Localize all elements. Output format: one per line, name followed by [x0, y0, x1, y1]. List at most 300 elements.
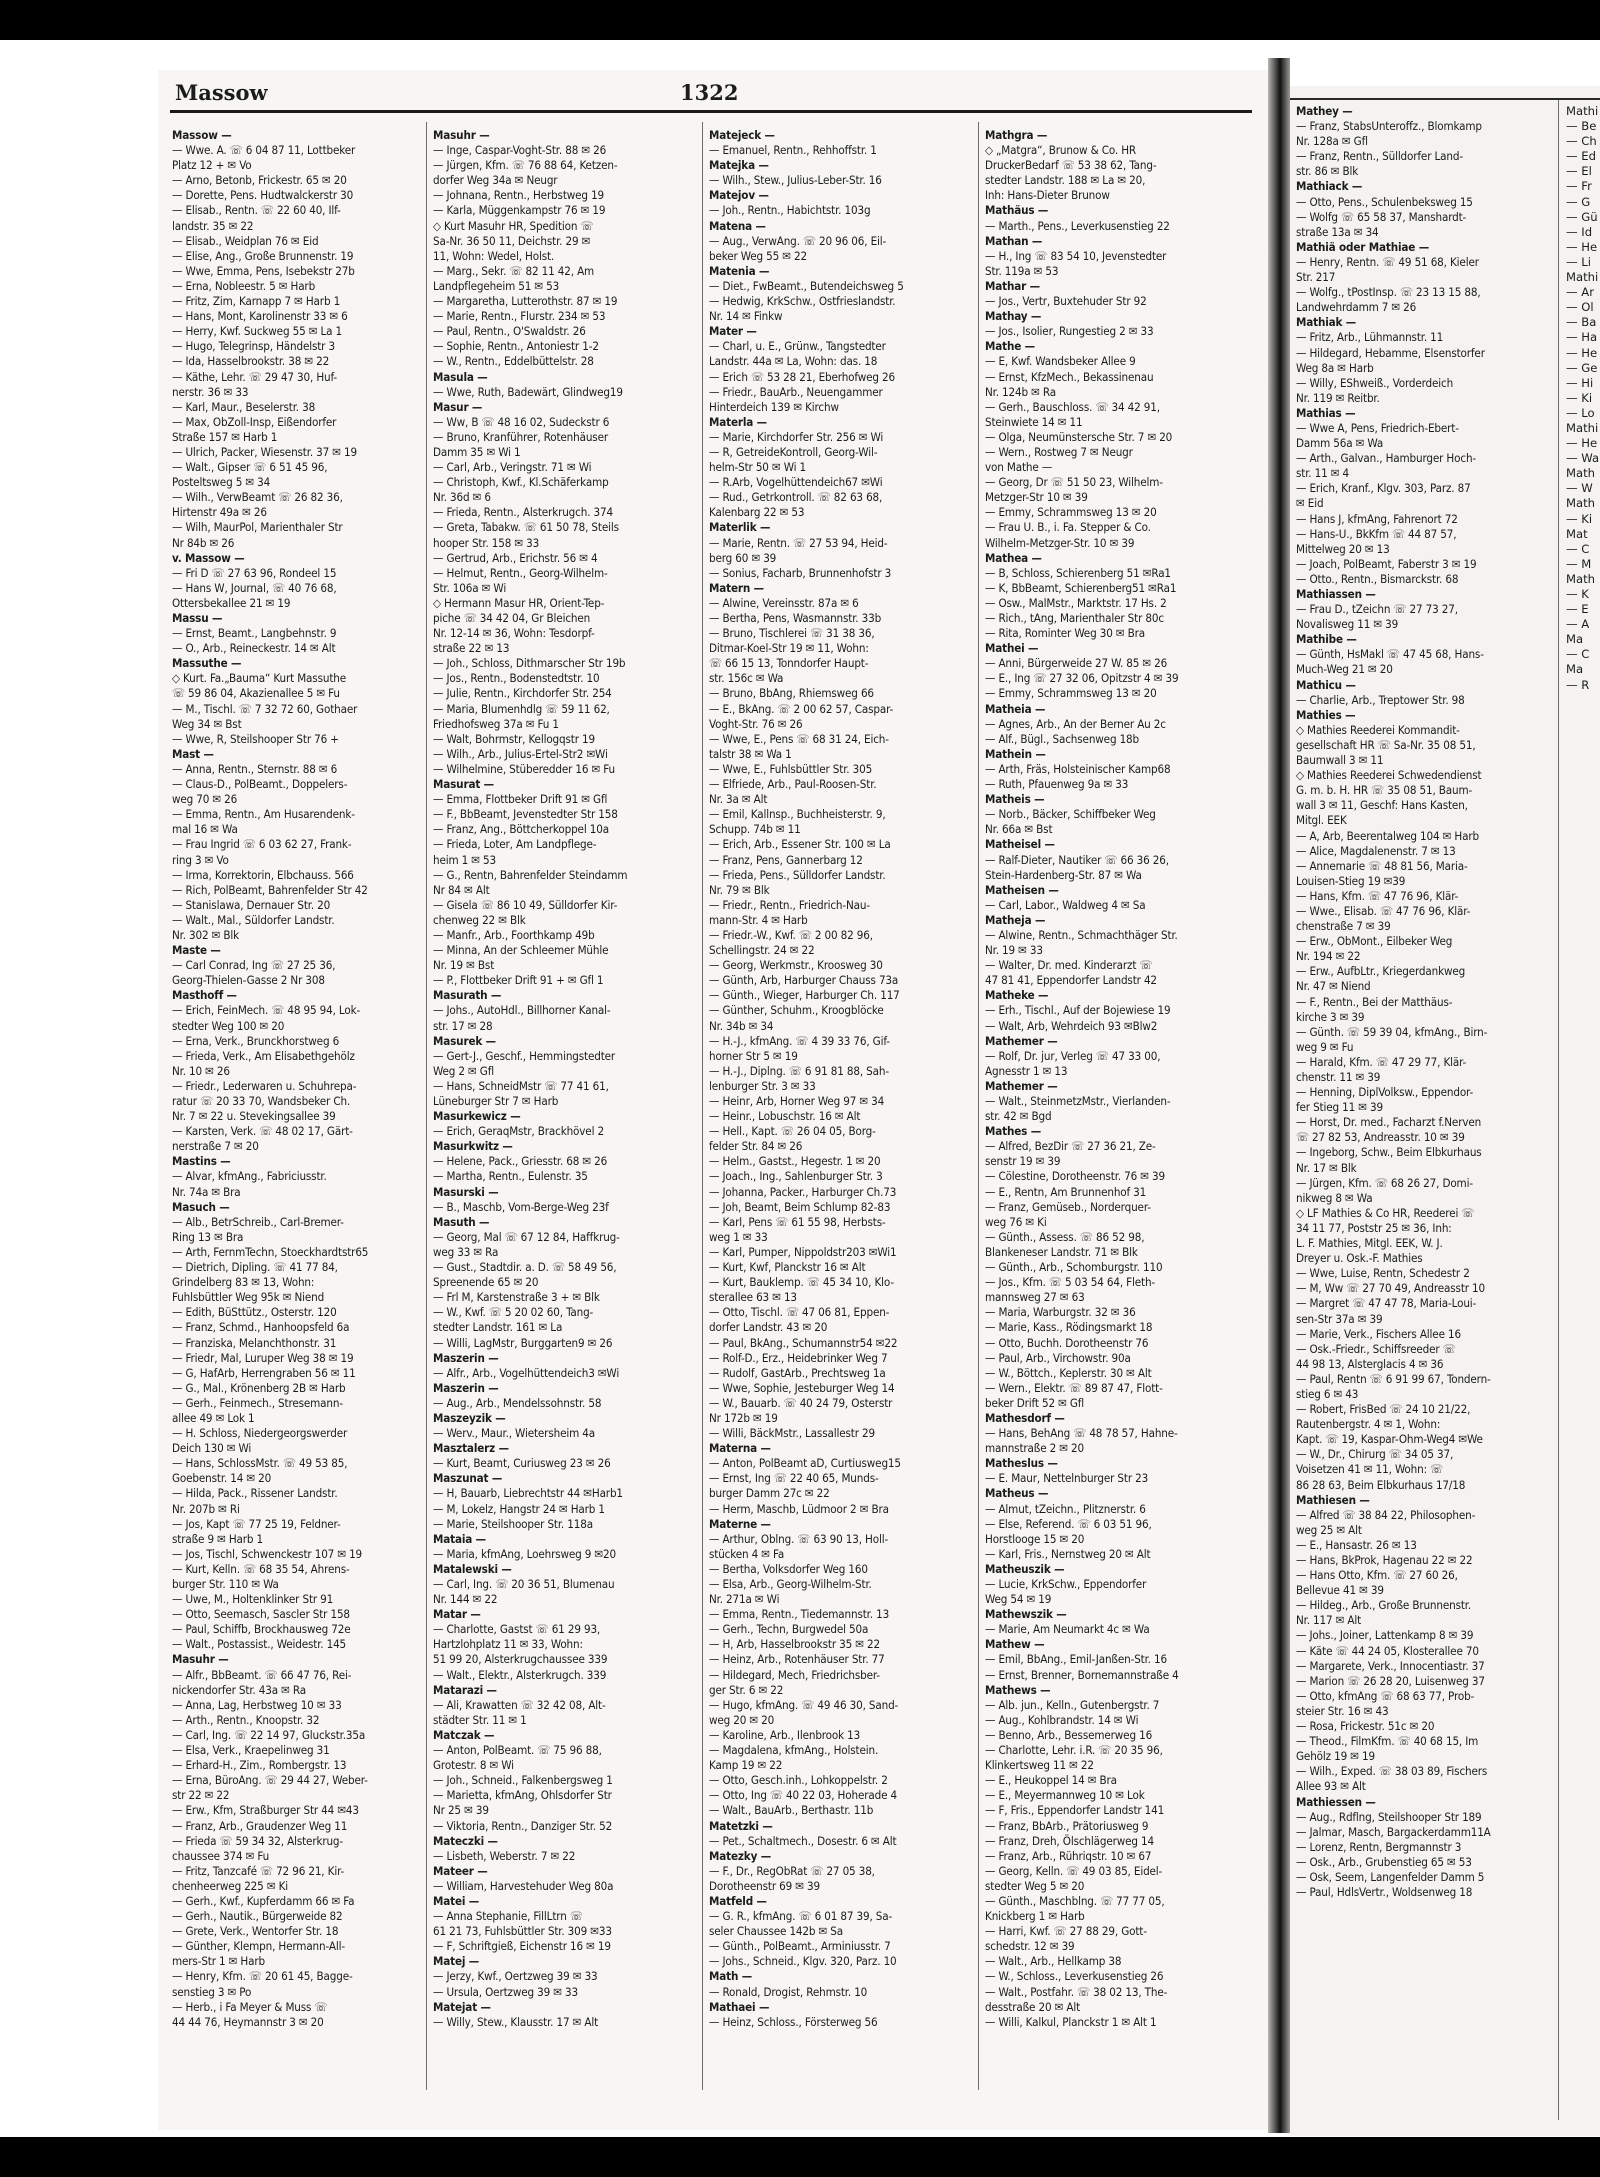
directory-entry-line: — Erich ☏ 53 28 21, Eberhofweg 26: [709, 369, 895, 384]
directory-entry-line: Posteltsweg 5 ✉ 34: [172, 475, 271, 490]
directory-entry-line: schedstr. 12 ✉ 39: [985, 1939, 1075, 1954]
directory-entry-line: — Erich, Kranf., Klgv. 303, Parz. 87: [1296, 481, 1471, 496]
directory-entry-line: — Gerh., Nautik., Bürgerweide 82: [172, 1909, 343, 1924]
directory-entry-line: — Ingeborg, Schw., Beim Elbkurhaus: [1296, 1145, 1482, 1160]
directory-entry-line: Fuhlsbüttler Weg 95k ✉ Niend: [172, 1290, 325, 1305]
directory-entry-line: — Hildeg., Arb., Große Brunnenstr.: [1296, 1598, 1472, 1613]
directory-entry-line: — Carl Conrad, Ing ☏ 27 25 36,: [172, 958, 336, 973]
directory-entry-line: Metzger-Str 10 ✉ 39: [985, 490, 1088, 505]
directory-entry-line: — Jos., Rentn., Bodenstedtstr. 10: [433, 671, 600, 686]
directory-entry-line: — Aug., Kohlbrandstr. 14 ✉ Wi: [985, 1712, 1139, 1727]
directory-entry-line: — Rolf-D., Erz., Heidebrinker Weg 7: [709, 1350, 888, 1365]
directory-entry-line: — Gerh., Feinmech., Stresemann-: [172, 1395, 343, 1410]
directory-entry-line: chenheerweg 225 ✉ Ki: [172, 1878, 289, 1893]
directory-entry-line: Nr. 302 ✉ Blk: [172, 927, 240, 942]
directory-entry-line: Nr 84b ✉ 26: [172, 535, 235, 550]
directory-entry-line: weg 1 ✉ 33: [709, 1229, 768, 1244]
directory-entry-line: — R, GetreideKontroll, Georg-Wil-: [709, 444, 878, 459]
directory-entry-line: — Arth., Galvan., Hamburger Hoch-: [1296, 451, 1477, 466]
directory-entry-line: — Heinz, Arb., Rotenhäuser Str. 77: [709, 1652, 885, 1667]
directory-entry-line: lenburger Str. 3 ✉ 33: [709, 1078, 816, 1093]
directory-entry-line: Nr 25 ✉ 39: [433, 1803, 489, 1818]
directory-entry-line: Matheja —: [985, 912, 1046, 927]
directory-entry-line: Mathesdorf —: [985, 1410, 1065, 1425]
directory-entry-line: — Charlotte, Lehr. i.R. ☏ 20 35 96,: [985, 1743, 1163, 1758]
directory-entry-line: Mataia —: [433, 1531, 486, 1546]
directory-entry-line: Schupp. 74b ✉ 11: [709, 822, 801, 837]
directory-entry-line: Mathein —: [985, 746, 1046, 761]
directory-entry-line: — Ki: [1566, 390, 1593, 405]
directory-entry-line: — G, HafArb, Herrengraben 56 ✉ 11: [172, 1365, 356, 1380]
directory-entry-line: — Li: [1566, 254, 1591, 269]
directory-entry-line: — Hans, BkProk, Hagenau 22 ✉ 22: [1296, 1553, 1473, 1567]
directory-entry-line: nerstraße 7 ✉ 20: [172, 1139, 259, 1154]
directory-entry-line: Mat: [1566, 526, 1588, 541]
directory-entry-line: — Erich, FeinMech. ☏ 48 95 94, Lok-: [172, 1003, 361, 1018]
directory-entry-line: wall 3 ✉ 11, Geschf: Hans Kasten,: [1296, 798, 1468, 813]
directory-entry-line: — Henning, DiplVolksw., Eppendor-: [1296, 1085, 1474, 1100]
column-divider: [978, 122, 979, 2090]
directory-entry-line: 44 98 13, Alsterglacis 4 ✉ 36: [1296, 1356, 1444, 1371]
directory-entry-line: — E., Meyermannweg 10 ✉ Lok: [985, 1788, 1145, 1803]
directory-entry-line: Ma: [1566, 662, 1584, 677]
directory-entry-line: heim 1 ✉ 53: [433, 852, 497, 867]
directory-entry-line: — Charlie, Arb., Treptower Str. 98: [1296, 692, 1465, 707]
directory-entry-line: Ring 13 ✉ Bra: [172, 1229, 244, 1244]
directory-entry-line: Masthoff —: [172, 988, 237, 1003]
directory-entry-line: — Wilh., Stew., Julius-Leber-Str. 16: [709, 173, 882, 188]
directory-entry-line: Wilhelm-Metzger-Str. 10 ✉ 39: [985, 535, 1135, 550]
directory-entry-line: Nr. 194 ✉ 22: [1296, 949, 1361, 964]
directory-entry-line: ring 3 ✉ Vo: [172, 852, 229, 867]
directory-entry-line: chenstr. 11 ✉ 39: [1296, 1070, 1381, 1084]
directory-entry-line: — Emma, Flottbeker Drift 91 ✉ Gfl: [433, 792, 608, 807]
directory-entry-line: — Friedr., Lederwaren u. Schuhrepa-: [172, 1078, 357, 1093]
directory-entry-line: — H. Schloss, Niedergeorgswerder: [172, 1426, 348, 1441]
directory-entry-line: Much-Weg 21 ✉ 20: [1296, 662, 1393, 677]
directory-entry-line: — Hell., Kapt. ☏ 26 04 05, Borg-: [709, 1124, 876, 1139]
directory-entry-line: — Frieda, Verk., Am Elisabethgehölz: [172, 1048, 355, 1063]
directory-entry-line: — Johnana, Rentn., Herbstweg 19: [433, 188, 605, 203]
directory-entry-line: Weg 54 ✉ 19: [985, 1592, 1052, 1607]
directory-entry-line: — Lisbeth, Weberstr. 7 ✉ 22: [433, 1848, 576, 1863]
directory-entry-line: horner Str 5 ✉ 19: [709, 1048, 798, 1063]
directory-entry-line: fer Stieg 11 ✉ 39: [1296, 1100, 1384, 1115]
directory-entry-line: — Anna, Lag, Herbstweg 10 ✉ 33: [172, 1697, 342, 1712]
directory-entry-line: Mathei —: [985, 641, 1039, 656]
directory-entry-line: — Alwine, Rentn., Schmachthäger Str.: [985, 927, 1178, 942]
directory-entry-line: — Ida, Hasselbrookstr. 38 ✉ 22: [172, 354, 330, 369]
directory-entry-line: — Joh., Schloss, Dithmarscher Str 19b: [433, 656, 626, 671]
directory-entry-line: — Wilh., VerwBeamt ☏ 26 82 36,: [172, 490, 343, 505]
directory-entry-line: — Emma, Rentn., Am Husarendenk-: [172, 807, 355, 822]
directory-entry-line: chenweg 22 ✉ Blk: [433, 912, 526, 927]
directory-entry-line: Matej —: [433, 1954, 480, 1969]
directory-entry-line: — Käthe, Lehr. ☏ 29 47 30, Huf-: [172, 369, 338, 384]
directory-entry-line: — Irma, Korrektorin, Elbchauss. 566: [172, 867, 354, 882]
directory-entry-line: Mathiesen —: [1296, 1492, 1370, 1507]
directory-entry-line: Massu —: [172, 611, 223, 625]
directory-entry-line: Mateer —: [433, 1863, 488, 1878]
directory-entry-line: — Hugo, kfmAng. ☏ 49 46 30, Sand-: [709, 1697, 899, 1712]
directory-entry-line: Masurkewicz —: [433, 1109, 521, 1124]
directory-entry-line: Platz 12 + ✉ Vo: [172, 158, 252, 173]
directory-entry-line: — Karl, Maur., Beselerstr. 38: [172, 399, 316, 414]
directory-entry-line: Matczak —: [433, 1727, 495, 1742]
directory-entry-line: — Otto, Pens., Schulenbeksweg 15: [1296, 194, 1473, 209]
directory-entry-line: Kapt. ☏ 19, Kaspar-Ohm-Weg4 ✉We: [1296, 1432, 1483, 1447]
directory-entry-line: — Frau Ingrid ☏ 6 03 62 27, Frank-: [172, 837, 352, 852]
directory-entry-line: — O., Arb., Reineckestr. 14 ✉ Alt: [172, 641, 336, 656]
directory-entry-line: — Otto, Buchh. Dorotheenstr 76: [985, 1335, 1149, 1350]
directory-entry-line: DruckerBedarf ☏ 53 38 62, Tang-: [985, 158, 1157, 173]
directory-entry-line: — Horst, Dr. med., Facharzt f.Nerven: [1296, 1115, 1482, 1130]
directory-entry-line: — He: [1566, 436, 1598, 451]
directory-entry-line: — Viktoria, Rentn., Danziger Str. 52: [433, 1818, 613, 1833]
scan-border-top: [0, 0, 1600, 40]
directory-entry-line: — Franz, Ang., Böttcherkoppel 10a: [433, 822, 609, 837]
directory-entry-line: — M, Lokelz, Hangstr 24 ✉ Harb 1: [433, 1501, 605, 1516]
directory-entry-line: Materna —: [709, 1441, 771, 1456]
directory-entry-line: — Jos., Kfm. ☏ 5 03 54 64, Fleth-: [985, 1275, 1156, 1290]
directory-entry-line: — Alfred, BezDir ☏ 27 36 21, Ze-: [985, 1139, 1156, 1154]
directory-entry-line: — Frieda ☏ 59 34 32, Alsterkrug-: [172, 1833, 344, 1848]
directory-entry-line: — Erh., Tischl., Auf der Bojewiese 19: [985, 1003, 1171, 1018]
directory-entry-line: Maszerin —: [433, 1350, 499, 1365]
scan-border-bottom: [0, 2137, 1600, 2177]
directory-entry-line: — Ruth, Pfauenweg 9a ✉ 33: [985, 777, 1129, 792]
directory-entry-line: — Günth., PolBeamt., Arminiusstr. 7: [709, 1939, 891, 1954]
directory-entry-line: — Bruno, Tischlerei ☏ 31 38 36,: [709, 626, 875, 641]
directory-entry-line: — Ba: [1566, 315, 1597, 330]
directory-entry-line: — Herm, Maschb, Lüdmoor 2 ✉ Bra: [709, 1501, 889, 1516]
directory-entry-line: Matalewski —: [433, 1561, 512, 1576]
directory-entry-line: Matejat —: [433, 1999, 491, 2014]
directory-entry-line: — Joh, Beamt, Beim Schlump 82-83: [709, 1199, 891, 1214]
directory-entry-line: — Käte ☏ 44 24 05, Klosterallee 70: [1296, 1643, 1479, 1658]
directory-entry-line: Inh: Hans-Dieter Brunow: [985, 188, 1110, 203]
directory-entry-line: straße 9 ✉ Harb 1: [172, 1531, 264, 1546]
column-divider: [702, 122, 703, 2090]
directory-entry-line: Matar —: [433, 1607, 481, 1622]
directory-entry-line: Nr 172b ✉ 19: [709, 1410, 778, 1425]
directory-entry-line: Blankeneser Landstr. 71 ✉ Blk: [985, 1244, 1138, 1259]
directory-entry-line: — Erna, Nobleestr. 5 ✉ Harb: [172, 278, 316, 293]
directory-entry-line: — Maria, Blumenhdlg ☏ 59 11 62,: [433, 701, 610, 716]
directory-entry-line: — Ernst, Ing ☏ 22 40 65, Munds-: [709, 1471, 879, 1486]
directory-entry-line: — Marie, Verk., Fischers Allee 16: [1296, 1326, 1461, 1341]
directory-entry-line: Nr. 19 ✉ Bst: [433, 958, 495, 973]
directory-entry-line: Damm 56a ✉ Wa: [1296, 436, 1384, 451]
directory-entry-line: — Paul, Rentn., O'Swaldstr. 26: [433, 324, 586, 339]
directory-entry-line: — Theod., FilmKfm. ☏ 40 68 15, Im: [1296, 1734, 1479, 1749]
directory-entry-line: — Alb. jun., Kelln., Gutenbergstr. 7: [985, 1697, 1160, 1712]
directory-entry-line: Matheke —: [985, 988, 1049, 1003]
directory-entry-line: — Rud., Getrkontroll. ☏ 82 63 68,: [709, 490, 883, 505]
directory-entry-line: — Franz, Rentn., Sülldorfer Land-: [1296, 149, 1463, 164]
directory-entry-line: — Kurt, Bauklemp. ☏ 45 34 10, Klo-: [709, 1275, 894, 1290]
directory-entry-line: — Joach., Ing., Sahlenburger Str. 3: [709, 1169, 883, 1184]
directory-entry-line: ◇ Kurt. Fa.„Bauma“ Kurt Massuthe: [172, 671, 347, 686]
directory-entry-line: chenstraße 7 ✉ 39: [1296, 919, 1391, 934]
directory-entry-line: — Grete, Verk., Wentorfer Str. 18: [172, 1924, 339, 1939]
directory-entry-line: — Emmy, Schrammsweg 13 ✉ 20: [985, 505, 1157, 520]
directory-entry-line: — Erna, BüroAng. ☏ 29 44 27, Weber-: [172, 1773, 368, 1788]
directory-entry-line: Mater —: [709, 324, 757, 339]
directory-entry-line: Massow —: [172, 128, 232, 142]
directory-entry-line: Mathiassen —: [1296, 587, 1376, 601]
directory-entry-line: — Julie, Rentn., Kirchdorfer Str. 254: [433, 686, 612, 701]
directory-entry-line: helm-Str 50 ✉ Wi 1: [709, 460, 807, 475]
directory-entry-line: — Hans, Kfm. ☏ 47 76 96, Klär-: [1296, 888, 1459, 903]
directory-entry-line: Matei —: [433, 1893, 480, 1908]
directory-entry-line: — A, Arb, Beerentalweg 104 ✉ Harb: [1296, 828, 1479, 843]
directory-entry-line: — Erw., ObMont., Eilbeker Weg: [1296, 934, 1453, 949]
directory-entry-line: Mathiack —: [1296, 179, 1363, 194]
directory-entry-line: beker Weg 55 ✉ 22: [709, 248, 808, 263]
directory-entry-line: — Wwe, Emma, Pens, Isebekstr 27b: [172, 263, 355, 278]
directory-entry-line: weg 25 ✉ Alt: [1296, 1522, 1362, 1537]
directory-entry-line: — Rosa, Frickestr. 51c ✉ 20: [1296, 1719, 1435, 1734]
directory-entry-line: — Walt, Arb, Wehrdeich 93 ✉Blw2: [985, 1018, 1158, 1033]
directory-entry-line: — Max, ObZoll-Insp, Eißendorfer: [172, 414, 337, 429]
directory-entry-line: Mathi: [1566, 420, 1599, 435]
directory-entry-line: senstr 19 ✉ 39: [985, 1154, 1061, 1169]
directory-entry-line: — Dorette, Pens. Hudtwalckerstr 30: [172, 188, 354, 203]
directory-entry-line: Mathar —: [985, 278, 1040, 293]
directory-entry-line: Nr. 117 ✉ Alt: [1296, 1613, 1362, 1628]
directory-entry-line: — Friedr., Rentn., Friedrich-Nau-: [709, 897, 870, 912]
directory-entry-line: Math: [1566, 496, 1596, 511]
directory-entry-line: — Wwe, Sophie, Jesteburger Weg 14: [709, 1380, 895, 1395]
directory-entry-line: mers-Str 1 ✉ Harb: [172, 1954, 265, 1969]
directory-entry-line: — Uwe, M., Holtenklinker Str 91: [172, 1592, 334, 1607]
directory-entry-line: — E., BkAng. ☏ 2 00 62 57, Caspar-: [709, 701, 894, 716]
directory-entry-line: — Georg, Dr ☏ 51 50 23, Wilhelm-: [985, 475, 1163, 490]
directory-entry-line: — H., Ing ☏ 83 54 10, Jevenstedter: [985, 248, 1167, 263]
directory-entry-line: Masurath —: [433, 988, 502, 1003]
directory-entry-line: weg 20 ✉ 20: [709, 1712, 775, 1727]
directory-entry-line: — Harri, Kwf. ☏ 27 88 29, Gott-: [985, 1924, 1147, 1939]
directory-entry-line: kirche 3 ✉ 39: [1296, 1009, 1365, 1024]
directory-entry-line: — G., Mal., Krönenberg 2B ✉ Harb: [172, 1380, 346, 1395]
directory-entry-line: — Gerh., Bauschloss. ☏ 34 42 91,: [985, 399, 1160, 414]
directory-entry-line: — Emanuel, Rentn., Rehhoffstr. 1: [709, 143, 877, 158]
directory-entry-line: ger Str. 6 ✉ 22: [709, 1682, 784, 1697]
directory-entry-line: — H.-J., Diplng. ☏ 6 91 81 88, Sah-: [709, 1063, 889, 1078]
directory-entry-line: — E., Rentn, Am Brunnenhof 31: [985, 1184, 1147, 1199]
directory-entry-line: — Gisela ☏ 86 10 49, Sülldorfer Kir-: [433, 897, 618, 912]
directory-column-2: [433, 128, 685, 2090]
directory-entry-line: Mathgra —: [985, 128, 1048, 142]
directory-entry-line: — Ed: [1566, 149, 1596, 164]
directory-entry-line: Mathibe —: [1296, 632, 1357, 647]
directory-entry-line: — Emil, Kallnsp., Buchheisterstr. 9,: [709, 807, 886, 822]
directory-entry-line: Nr. 3a ✉ Alt: [709, 792, 768, 807]
directory-entry-line: Massuthe —: [172, 656, 242, 671]
directory-entry-line: — Hedwig, KrkSchw., Ostfrieslandstr.: [709, 294, 896, 309]
directory-entry-line: — Rolf, Dr. jur, Verleg ☏ 47 33 00,: [985, 1048, 1161, 1063]
directory-entry-line: — W., Bauarb. ☏ 40 24 79, Osterstr: [709, 1395, 893, 1410]
directory-entry-line: — Wilhelmine, Stüberedder 16 ✉ Fu: [433, 761, 615, 776]
directory-entry-line: — Walt., BauArb., Berthastr. 11b: [709, 1803, 874, 1818]
directory-entry-line: — Hans, BehAng ☏ 48 78 57, Hahne-: [985, 1426, 1178, 1441]
directory-entry-line: — Marie, Am Neumarkt 4c ✉ Wa: [985, 1622, 1150, 1637]
directory-entry-line: — Joh., Schneid., Falkenbergsweg 1: [433, 1773, 613, 1788]
directory-entry-line: — Norb., Bäcker, Schiffbeker Weg: [985, 807, 1156, 822]
directory-entry-line: — Ernst, Beamt., Langbehnstr. 9: [172, 626, 337, 641]
directory-entry-line: — Else, Referend. ☏ 6 03 51 96,: [985, 1516, 1152, 1531]
directory-entry-line: Weg 2 ✉ Gfl: [433, 1063, 494, 1078]
directory-entry-line: — F., BbBeamt, Jevenstedter Str 158: [433, 807, 618, 822]
directory-entry-line: Rautenbergstr. 4 ✉ 1, Wohn:: [1296, 1417, 1441, 1432]
directory-entry-line: stedter Landstr. 188 ✉ La ✉ 20,: [985, 173, 1146, 188]
directory-entry-line: Voght-Str. 76 ✉ 26: [709, 716, 803, 731]
directory-entry-line: mann-Str. 4 ✉ Harb: [709, 912, 808, 927]
directory-entry-line: — Arth, FernmTechn, Stoeckhardtstr65: [172, 1244, 369, 1259]
directory-entry-line: stücken 4 ✉ Fa: [709, 1546, 785, 1561]
directory-entry-line: — Ulrich, Packer, Wiesenstr. 37 ✉ 19: [172, 444, 357, 459]
directory-entry-line: — Arthur, Oblng. ☏ 63 90 13, Holl-: [709, 1531, 889, 1546]
directory-entry-line: Mathias —: [1296, 405, 1356, 420]
directory-entry-line: Matfeld —: [709, 1893, 767, 1908]
directory-entry-line: Agnesstr 1 ✉ 13: [985, 1063, 1068, 1078]
directory-entry-line: — Hans, SchneidMstr ☏ 77 41 61,: [433, 1078, 609, 1093]
directory-entry-line: ☏ 66 15 13, Tonndorfer Haupt-: [709, 656, 869, 671]
directory-entry-line: — Kurt, Kwf, Planckstr 16 ✉ Alt: [709, 1260, 866, 1275]
directory-entry-line: Nr. 66a ✉ Bst: [985, 822, 1053, 837]
directory-entry-line: — Gü: [1566, 209, 1598, 224]
directory-entry-line: — Ronald, Drogist, Rehmstr. 10: [709, 1984, 868, 1999]
directory-entry-line: — Karl, Pumper, Nippoldstr203 ✉Wi1: [709, 1244, 897, 1259]
directory-entry-line: — Manfr., Arb., Foorthkamp 49b: [433, 927, 595, 942]
directory-entry-line: mal 16 ✉ Wa: [172, 822, 238, 837]
directory-entry-line: — Erna, Verk., Brunckhorstweg 6: [172, 1033, 340, 1048]
directory-entry-line: — C: [1566, 647, 1590, 662]
directory-entry-line: piche ☏ 34 42 04, Gr Bleichen: [433, 611, 591, 625]
directory-entry-line: — Rudolf, GastArb., Prechtsweg 1a: [709, 1365, 886, 1380]
directory-entry-line: — Helene, Pack., Griesstr. 68 ✉ 26: [433, 1154, 608, 1169]
directory-entry-line: — M, Ww ☏ 27 70 49, Andreasstr 10: [1296, 1281, 1486, 1296]
directory-entry-line: — Alf., Bügl., Sachsenweg 18b: [985, 731, 1140, 746]
directory-entry-line: — Paul, Rentn ☏ 6 91 99 67, Tondern-: [1296, 1371, 1491, 1386]
facing-page-column: [1296, 104, 1552, 2124]
directory-entry-line: ✉ Eid: [1296, 496, 1324, 511]
directory-entry-line: Maste —: [172, 943, 221, 958]
directory-entry-line: Mathan —: [985, 233, 1043, 248]
directory-entry-line: Matetzki —: [709, 1818, 773, 1833]
directory-entry-line: — Paul, Schiffb, Brockhausweg 72e: [172, 1622, 351, 1637]
directory-entry-line: Georg-Thielen-Gasse 2 Nr 308: [172, 973, 325, 988]
directory-entry-line: Matheisel —: [985, 837, 1055, 852]
directory-entry-line: — Heinr., Lobuschstr. 16 ✉ Alt: [709, 1109, 861, 1124]
directory-entry-line: — Magdalena, kfmAng., Holstein.: [709, 1743, 879, 1758]
directory-entry-line: Materne —: [709, 1516, 771, 1531]
directory-entry-line: — Elsa, Arb., Georg-Wilhelm-Str.: [709, 1577, 872, 1591]
directory-entry-line: — Aug., Arb., Mendelssohnstr. 58: [433, 1395, 602, 1410]
directory-entry-line: — Emma, Rentn., Tiedemannstr. 13: [709, 1607, 890, 1622]
directory-entry-line: — Franz, Dreh, Ölschlägerweg 14: [985, 1833, 1155, 1848]
directory-entry-line: Mathe —: [985, 339, 1035, 354]
directory-entry-line: — Wilh, MaurPol, Marienthaler Str: [172, 520, 343, 535]
directory-entry-line: senstieg 3 ✉ Po: [172, 1984, 252, 1999]
column-divider: [426, 122, 427, 2090]
directory-entry-line: — Be: [1566, 119, 1597, 134]
directory-entry-line: — Friedr., BauArb., Neuengammer: [709, 384, 883, 399]
facing-page-header-rule: [1290, 98, 1600, 100]
directory-entry-line: beker Drift 52 ✉ Gfl: [985, 1395, 1085, 1410]
directory-entry-line: — Inge, Caspar-Voght-Str. 88 ✉ 26: [433, 143, 607, 158]
directory-entry-line: — Gust., Stadtdir. a. D. ☏ 58 49 56,: [433, 1260, 617, 1275]
directory-entry-line: — Marie, Rentn., Flurstr. 234 ✉ 53: [433, 309, 606, 324]
directory-entry-line: — Frau D., tZeichn ☏ 27 73 27,: [1296, 602, 1458, 617]
directory-column-1: [172, 128, 424, 2090]
directory-entry-line: — Wwe. A. ☏ 6 04 87 11, Lottbeker: [172, 143, 356, 158]
directory-entry-line: Nr. 14 ✉ Finkw: [709, 309, 783, 324]
directory-entry-line: ◇ LF Mathies & Co HR, Reederei ☏: [1296, 1205, 1475, 1220]
directory-entry-line: — H, Bauarb, Liebrechtstr 44 ✉Harb1: [433, 1486, 623, 1501]
directory-entry-line: — Alfr., Arb., Vogelhüttendeich3 ✉Wi: [433, 1365, 620, 1380]
directory-entry-line: ◇ Hermann Masur HR, Orient-Tep-: [433, 595, 605, 610]
directory-entry-line: — Maria, Warburgstr. 32 ✉ 36: [985, 1305, 1136, 1320]
directory-entry-line: — E: [1566, 602, 1589, 617]
directory-entry-line: Math: [1566, 571, 1596, 586]
directory-entry-line: 61 21 73, Fuhlsbüttler Str. 309 ✉33: [433, 1924, 612, 1939]
directory-entry-line: — Wilh., Arb., Julius-Ertel-Str2 ✉Wi: [433, 746, 608, 761]
directory-entry-line: — Willy, EShweiß., Vorderdeich: [1296, 375, 1454, 390]
directory-entry-line: — Henry, Kfm. ☏ 20 61 45, Bagge-: [172, 1969, 353, 1984]
directory-entry-line: Spreenende 65 ✉ 20: [433, 1275, 539, 1290]
directory-entry-line: stieg 6 ✉ 43: [1296, 1386, 1359, 1401]
directory-entry-line: Mathay —: [985, 309, 1042, 324]
directory-entry-line: Nr. 10 ✉ 26: [172, 1063, 230, 1078]
directory-entry-line: — C: [1566, 541, 1590, 556]
directory-entry-line: Nr. 47 ✉ Niend: [1296, 979, 1371, 994]
directory-entry-line: Mateczki —: [433, 1833, 498, 1848]
directory-entry-line: Sa-Nr. 36 50 11, Deichstr. 29 ✉: [433, 233, 591, 248]
directory-entry-line: — Bertha, Pens, Wasmannstr. 33b: [709, 611, 882, 625]
directory-entry-line: — Johs., Joiner, Lattenkamp 8 ✉ 39: [1296, 1628, 1474, 1643]
directory-entry-line: Mathiak —: [1296, 315, 1357, 330]
directory-entry-line: Matarazi —: [433, 1682, 497, 1697]
directory-entry-line: — Marie, Kass., Rödingsmarkt 18: [985, 1320, 1153, 1335]
directory-entry-line: Baumwall 3 ✉ 11: [1296, 753, 1384, 768]
directory-entry-line: Matheisen —: [985, 882, 1059, 897]
directory-entry-line: mannstraße 2 ✉ 20: [985, 1441, 1084, 1456]
directory-entry-line: — M., Tischl. ☏ 7 32 72 60, Gothaer: [172, 701, 358, 716]
directory-entry-line: — Karoline, Arb., Ilenbrook 13: [709, 1727, 861, 1742]
directory-entry-line: — Hans J, kfmAng, Fahrenort 72: [1296, 511, 1458, 526]
directory-entry-line: — M: [1566, 556, 1592, 571]
directory-entry-line: — F., Dr., RegObRat ☏ 27 05 38,: [709, 1863, 875, 1878]
directory-entry-line: Masur —: [433, 399, 483, 414]
header-rule: [170, 110, 1252, 113]
directory-entry-line: — Johs., Schneid., Klgv. 320, Parz. 10: [709, 1954, 897, 1969]
directory-entry-line: Steinwiete 14 ✉ 11: [985, 414, 1083, 429]
directory-entry-line: — Kurt, Kelln. ☏ 68 35 54, Ahrens-: [172, 1561, 350, 1576]
directory-entry-line: Nr. 119 ✉ Reitbr.: [1296, 390, 1380, 405]
directory-entry-line: — Marion ☏ 26 28 20, Luisenweg 37: [1296, 1673, 1485, 1688]
directory-entry-line: Masuhr —: [433, 128, 490, 142]
directory-entry-line: str. 156c ✉ Wa: [709, 671, 784, 686]
directory-entry-line: — Karl, Fris., Nernstweg 20 ✉ Alt: [985, 1546, 1151, 1561]
directory-entry-line: — Gertrud, Arb., Erichstr. 56 ✉ 4: [433, 550, 598, 565]
directory-entry-line: allee 49 ✉ Lok 1: [172, 1410, 255, 1425]
directory-entry-line: Allee 93 ✉ Alt: [1296, 1779, 1366, 1794]
directory-entry-line: — Joach, PolBeamt, Faberstr 3 ✉ 19: [1296, 556, 1477, 571]
directory-entry-line: — Lorenz, Rentn, Bergmannstr 3: [1296, 1839, 1462, 1854]
directory-entry-line: — Hilda, Pack., Rissener Landstr.: [172, 1486, 338, 1501]
